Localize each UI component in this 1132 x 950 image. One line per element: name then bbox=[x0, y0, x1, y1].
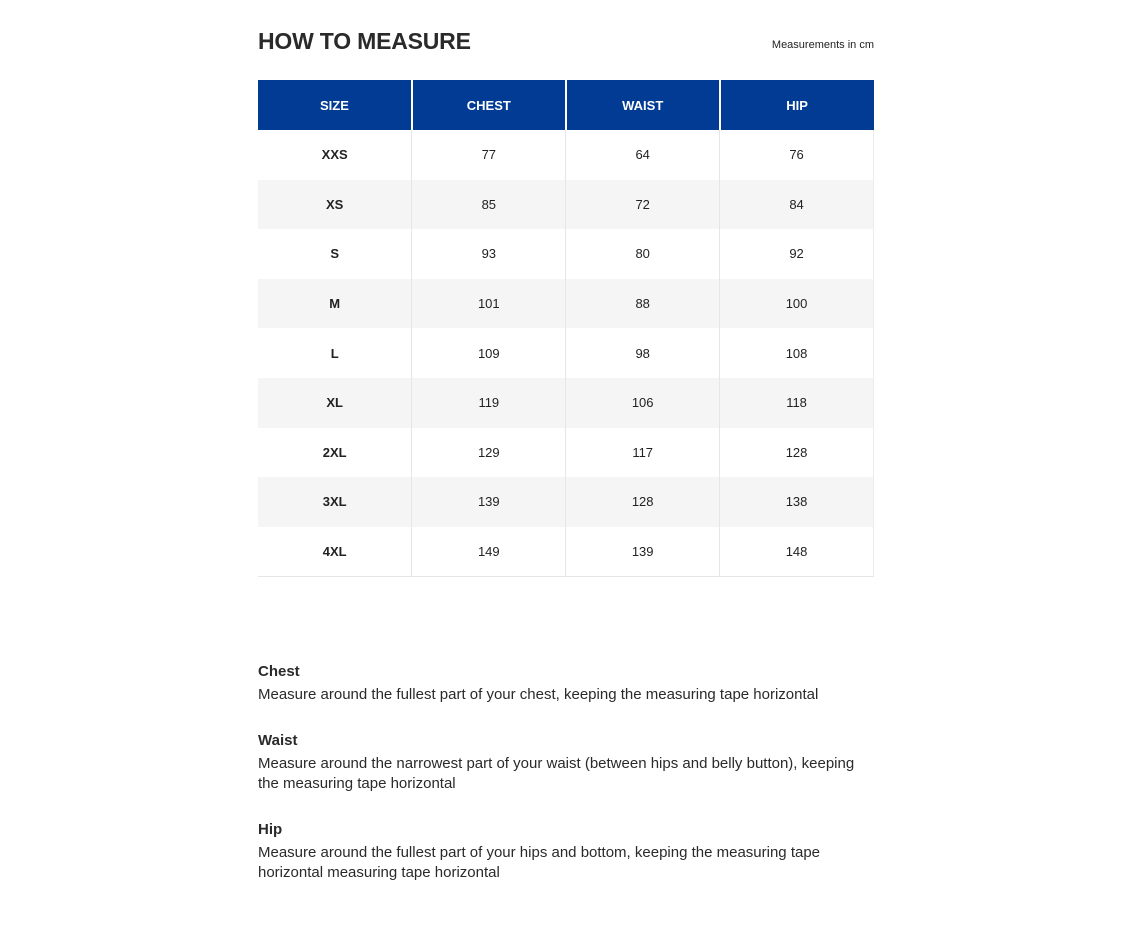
hip-cell: 128 bbox=[720, 428, 874, 478]
waist-cell: 139 bbox=[566, 527, 720, 577]
waist-cell: 72 bbox=[566, 180, 720, 230]
chest-cell: 93 bbox=[412, 229, 566, 279]
chest-cell: 119 bbox=[412, 378, 566, 428]
guide-text-waist: Measure around the narrowest part of your waist (between hips and belly button), keeping the measuring tape horizontal bbox=[258, 755, 855, 792]
page-title: HOW TO MEASURE bbox=[258, 28, 471, 54]
table-row bbox=[258, 328, 874, 378]
column-header-hip: HIP bbox=[720, 80, 874, 130]
hip-cell: 108 bbox=[720, 328, 874, 378]
chest-cell: 139 bbox=[412, 477, 566, 527]
column-header-chest: CHEST bbox=[412, 80, 566, 130]
guide-title-chest: Chest bbox=[258, 663, 300, 680]
guide-section-hip bbox=[258, 820, 874, 883]
size-cell: XXS bbox=[321, 147, 348, 163]
column-header-size: SIZE bbox=[258, 80, 412, 130]
waist-cell: 117 bbox=[566, 428, 720, 478]
chest-cell: 77 bbox=[412, 130, 566, 180]
chest-cell: 129 bbox=[412, 428, 566, 478]
hip-cell: 118 bbox=[720, 378, 874, 428]
table-row bbox=[258, 130, 874, 180]
size-chart-table bbox=[258, 80, 874, 577]
size-cell: XL bbox=[258, 378, 412, 428]
table-row bbox=[258, 378, 874, 428]
size-cell: 2XL bbox=[322, 444, 347, 460]
size-guide-header bbox=[258, 26, 874, 60]
table-row bbox=[258, 279, 874, 329]
guide-section-chest bbox=[258, 662, 874, 705]
hip-cell: 84 bbox=[720, 180, 874, 230]
waist-cell: 80 bbox=[566, 229, 720, 279]
size-cell: XS bbox=[258, 180, 412, 230]
size-cell: 4XL bbox=[258, 527, 412, 577]
waist-cell: 98 bbox=[566, 328, 720, 378]
chest-cell: 101 bbox=[412, 279, 566, 329]
guide-title-waist: Waist bbox=[258, 732, 298, 749]
guide-text-chest: Measure around the fullest part of your chest, keeping the measuring tape horizontal bbox=[258, 686, 819, 703]
table-row bbox=[258, 428, 874, 478]
hip-cell: 76 bbox=[720, 130, 874, 180]
chest-cell: 109 bbox=[412, 328, 566, 378]
guide-section-waist bbox=[258, 731, 874, 794]
size-cell: L bbox=[330, 345, 339, 361]
units-note: Measurements in cm bbox=[771, 39, 874, 51]
table-header-row bbox=[258, 80, 874, 130]
waist-cell: 88 bbox=[566, 279, 720, 329]
hip-cell: 100 bbox=[720, 279, 874, 329]
table-row bbox=[258, 229, 874, 279]
size-cell: M bbox=[258, 279, 412, 329]
guide-text-hip: Measure around the fullest part of your hips and bottom, keeping the measuring tape horizontal measuring tape horizontal bbox=[258, 844, 821, 881]
chest-cell: 85 bbox=[412, 180, 566, 230]
table-row bbox=[258, 527, 874, 577]
hip-cell: 138 bbox=[720, 477, 874, 527]
hip-cell: 148 bbox=[720, 527, 874, 577]
waist-cell: 106 bbox=[566, 378, 720, 428]
guide-title-hip: Hip bbox=[258, 821, 283, 838]
hip-cell: 92 bbox=[720, 229, 874, 279]
chest-cell: 149 bbox=[412, 527, 566, 577]
waist-cell: 64 bbox=[566, 130, 720, 180]
size-cell: S bbox=[330, 246, 340, 262]
table-row bbox=[258, 477, 874, 527]
column-header-waist: WAIST bbox=[566, 80, 720, 130]
size-cell: 3XL bbox=[258, 477, 412, 527]
waist-cell: 128 bbox=[566, 477, 720, 527]
table-row bbox=[258, 180, 874, 230]
